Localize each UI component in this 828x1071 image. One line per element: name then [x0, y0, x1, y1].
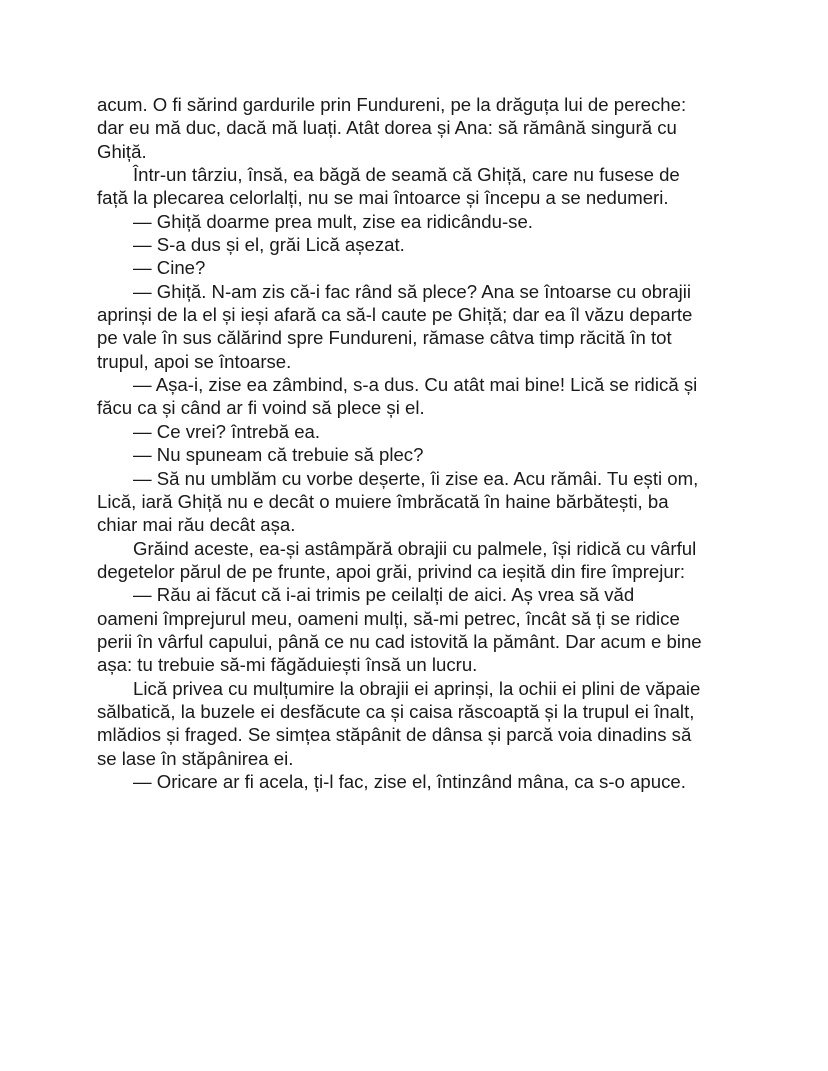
text-line: — Rău ai făcut că i-ai trimis pe ceilalți de aici. Aș vrea să văd: [133, 584, 635, 606]
paragraph: [97, 280, 727, 373]
text-line: trupul, apoi se întoarse.: [97, 350, 292, 372]
text-line: Lică privea cu mulțumire la obrajii ei aprinși, la ochii ei plini de văpaie: [133, 677, 701, 699]
text-line: Ghiță.: [97, 140, 147, 162]
text-line: față la plecarea celorlalți, nu se mai întoarce și începu a se nedumeri.: [97, 187, 669, 209]
text-line: Lică, iară Ghiță nu e decât o muiere îmbrăcată în haine bărbătești, ba: [97, 490, 669, 512]
text-line: pe vale în sus călărind spre Fundureni, rămase câtva timp răcită în tot: [97, 327, 672, 349]
text-line: — Ce vrei? întrebă ea.: [133, 420, 321, 442]
dialogue-line: [97, 210, 727, 233]
paragraph: [97, 373, 727, 420]
dialogue-line: [97, 233, 727, 256]
paragraph: [97, 163, 727, 210]
text-line: — Nu spuneam că trebuie să plec?: [133, 444, 424, 466]
text-line: sălbatică, la buzele ei desfăcute ca și caisa răscoaptă și la trupul ei înalt,: [97, 700, 695, 722]
text-line: Într-un târziu, însă, ea băgă de seamă că Ghiță, care nu fusese de: [133, 164, 680, 186]
paragraph: [97, 93, 727, 163]
text-line: făcu ca și când ar fi voind să plece și el.: [97, 397, 425, 419]
text-line: — Ghiță. N-am zis că-i fac rând să plece? Ana se întoarse cu obrajii: [133, 280, 692, 302]
dialogue-line: [97, 443, 727, 466]
dialogue-line: [97, 770, 727, 793]
paragraph: [97, 467, 727, 537]
text-line: chiar mai rău decât așa.: [97, 514, 296, 536]
text-line: — Cine?: [133, 257, 206, 279]
text-line: — Să nu umblăm cu vorbe deșerte, îi zise ea. Acu rămâi. Tu ești om,: [133, 467, 699, 489]
text-line: — Așa-i, zise ea zâmbind, s-a dus. Cu atât mai bine! Lică se ridică și: [133, 374, 698, 396]
text-line: așa: tu trebuie să-mi făgăduiești însă un lucru.: [97, 654, 478, 676]
text-line: — S-a dus și el, grăi Lică așezat.: [133, 234, 405, 256]
text-line: dar eu mă duc, dacă mă luați. Atât dorea și Ana: să rămână singură cu: [97, 117, 677, 139]
dialogue-line: [97, 256, 727, 279]
text-line: perii în vârful capului, până ce nu cad istovită la pământ. Dar acum e bine: [97, 630, 702, 652]
paragraph: [97, 583, 727, 676]
text-line: acum. O fi sărind gardurile prin Fundureni, pe la drăguța lui de pereche:: [97, 94, 687, 115]
text-line: — Ghiță doarme prea mult, zise ea ridicându-se.: [133, 210, 533, 232]
text-line: se lase în stăpânirea ei.: [97, 747, 294, 769]
paragraph: [97, 537, 727, 584]
text-line: — Oricare ar fi acela, ți-l fac, zise el, întinzând mâna, ca s-o apuce.: [133, 770, 686, 792]
text-line: degetelor părul de pe frunte, apoi grăi, privind ca ieșită din fire împrejur:: [97, 560, 686, 582]
dialogue-line: [97, 420, 727, 443]
paragraph: [97, 677, 727, 770]
document-page: [97, 93, 727, 793]
text-line: mlădios și fraged. Se simțea stăpânit de dânsa și parcă voia dinadins să: [97, 724, 692, 746]
text-line: oameni împrejurul meu, oameni mulți, să-mi petrec, încât să ți se ridice: [97, 607, 680, 629]
text-line: aprinși de la el și ieși afară ca să-l caute pe Ghiță; dar ea îl văzu departe: [97, 304, 693, 326]
text-line: Grăind aceste, ea-și astâmpără obrajii cu palmele, își ridică cu vârful: [133, 537, 697, 559]
